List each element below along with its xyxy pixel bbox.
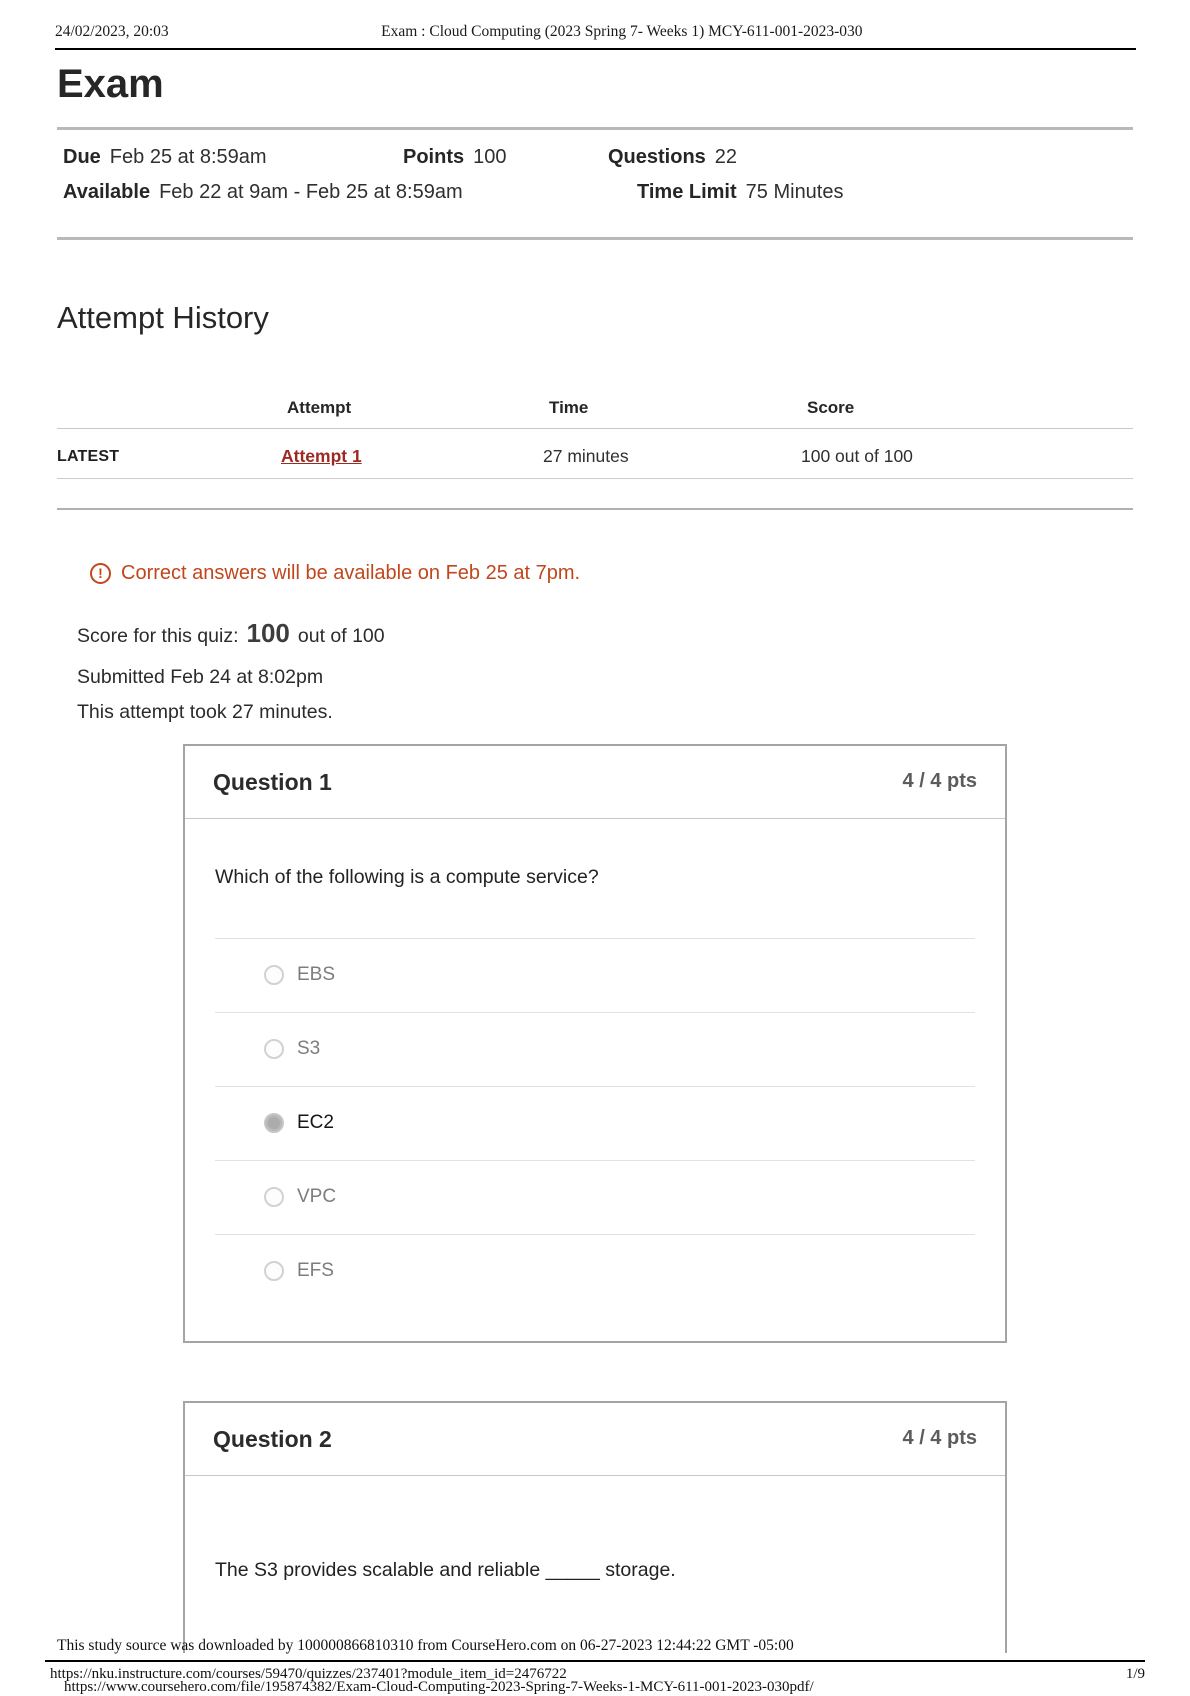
print-header [0, 0, 1190, 41]
attempt-table-header [57, 398, 1133, 429]
question-2-card [183, 1401, 1007, 1653]
meta-top-divider [57, 127, 1133, 130]
attempt-cell [281, 446, 543, 467]
attempt-history-table [57, 398, 1133, 479]
question-1-title: Question 1 [213, 769, 332, 795]
answer-option [215, 1012, 975, 1086]
print-title: Exam : Cloud Computing (2023 Spring 7- Weeks 1) MCY-611-001-2023-030 [381, 23, 863, 40]
due-value: Feb 25 at 8:59am [109, 146, 267, 168]
question-2-body [185, 1476, 1005, 1615]
meta-time-limit [637, 180, 844, 204]
radio-button-icon [264, 965, 284, 985]
radio-button-icon [264, 1261, 284, 1281]
question-1-options [215, 938, 975, 1308]
footer-divider [45, 1660, 1145, 1662]
score-value: 100 [246, 618, 290, 648]
available-label: Available [63, 181, 151, 203]
print-datetime: 24/02/2023, 20:03 [55, 23, 169, 40]
question-1-header [185, 746, 1005, 819]
page-title: Exam [57, 62, 164, 106]
coursehero-source-line: This study source was downloaded by 100000866810310 from CourseHero.com on 06-27-2023 12:44:22 GMT -05:00 [57, 1637, 794, 1654]
header-divider [55, 48, 1136, 50]
page-number: 1/9 [1125, 1666, 1145, 1682]
correct-answers-notice [90, 561, 1133, 585]
answer-option [215, 1086, 975, 1160]
radio-button-selected-icon [264, 1113, 284, 1133]
alert-icon: ! [90, 563, 111, 584]
option-label: EFS [297, 1260, 334, 1281]
coursehero-url: https://www.coursehero.com/file/195874382/Exam-Cloud-Computing-2023-Spring-7-Weeks-1-MCY-611-001-2023-030pdf/ [64, 1679, 814, 1695]
questions-value: 22 [714, 146, 738, 168]
available-value: Feb 22 at 9am - Feb 25 at 8:59am [159, 181, 463, 203]
col-time: Time [549, 398, 589, 417]
meta-points [403, 145, 608, 169]
question-1-card [183, 744, 1007, 1343]
question-1-body [185, 819, 1005, 1341]
meta-due [63, 145, 403, 169]
notice-text: Correct answers will be available on Feb 25 at 7pm. [121, 562, 581, 584]
meta-bottom-divider [57, 237, 1133, 240]
meta-available [63, 180, 637, 204]
attempt-1-link[interactable]: Attempt 1 [281, 446, 362, 466]
score-prefix: Score for this quiz: [77, 625, 239, 647]
table-row [57, 429, 1133, 479]
history-bottom-divider [57, 508, 1133, 510]
option-label: EC2 [297, 1112, 334, 1133]
time-limit-label: Time Limit [637, 181, 737, 203]
submitted-line: Submitted Feb 24 at 8:02pm [77, 666, 324, 688]
points-value: 100 [473, 146, 507, 168]
meta-questions [608, 145, 737, 169]
question-2-points-badge: 4 / 4 pts [902, 1427, 977, 1449]
questions-label: Questions [608, 146, 706, 168]
question-1-prompt: Which of the following is a compute service? [215, 866, 599, 888]
radio-button-icon [264, 1187, 284, 1207]
answer-option [215, 1234, 975, 1308]
instructure-url: https://nku.instructure.com/courses/59470/quizzes/237401?module_item_id=2476722 [50, 1666, 567, 1682]
quiz-meta-row-1 [57, 145, 1133, 169]
time-limit-value: 75 Minutes [745, 181, 844, 203]
radio-button-icon [264, 1039, 284, 1059]
question-2-title: Question 2 [213, 1426, 332, 1452]
question-2-header [185, 1403, 1005, 1476]
col-score: Score [807, 398, 855, 417]
answer-option [215, 939, 975, 1012]
due-label: Due [63, 146, 101, 168]
option-label: EBS [297, 964, 336, 985]
option-label: VPC [297, 1186, 337, 1207]
score-suffix: out of 100 [297, 625, 385, 647]
question-1-points-badge: 4 / 4 pts [902, 770, 977, 792]
time-cell: 27 minutes [543, 446, 629, 466]
quiz-score-line [57, 618, 1133, 649]
question-2-prompt: The S3 provides scalable and reliable _____ storage. [215, 1559, 676, 1581]
attempt-history-heading: Attempt History [57, 300, 269, 335]
col-attempt: Attempt [287, 398, 352, 417]
latest-badge: LATEST [57, 447, 120, 465]
option-label: S3 [297, 1038, 321, 1059]
points-label: Points [403, 146, 465, 168]
col-spacer [63, 398, 287, 418]
score-cell: 100 out of 100 [801, 446, 913, 466]
quiz-meta-row-2 [57, 180, 1133, 204]
answer-option [215, 1160, 975, 1234]
duration-line: This attempt took 27 minutes. [77, 701, 333, 723]
